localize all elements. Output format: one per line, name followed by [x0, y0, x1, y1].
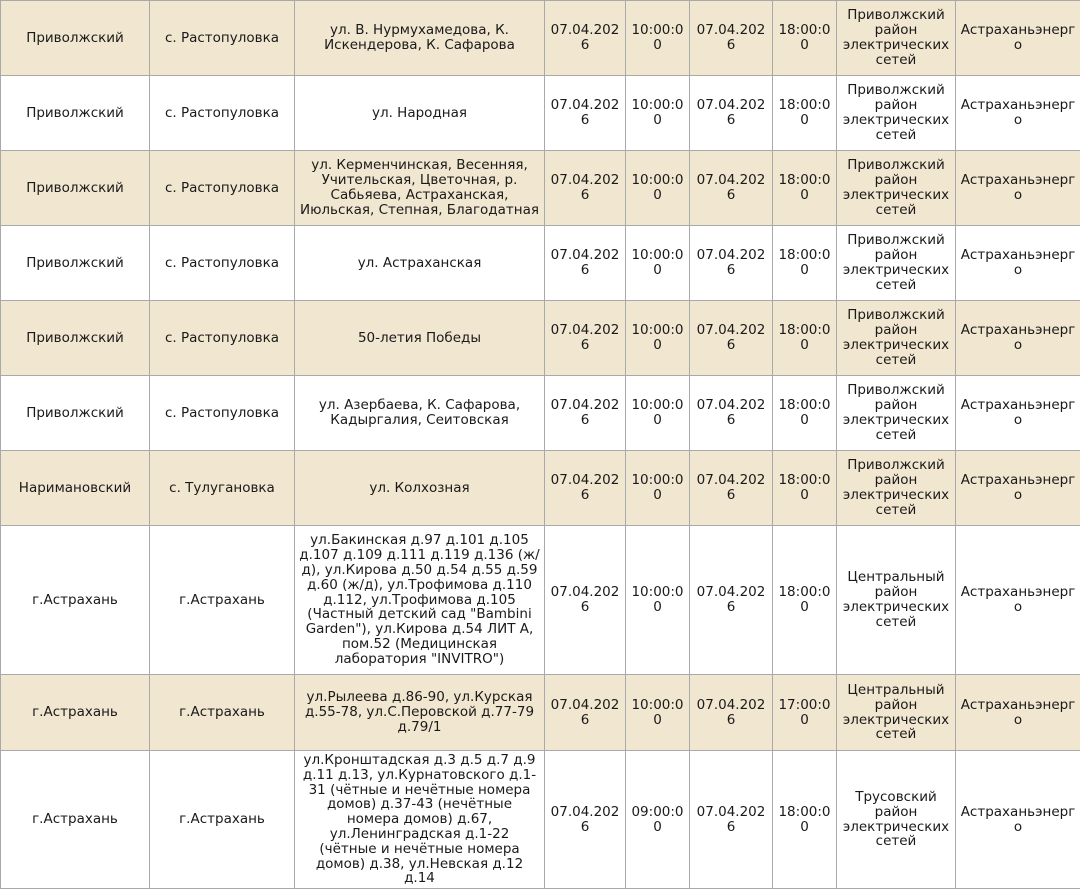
district-cell: Приволжский [1, 76, 150, 151]
start-time-cell: 09:00:00 [626, 751, 690, 889]
district-cell: Приволжский [1, 376, 150, 451]
network-cell: Приволжский район электрических сетей [837, 151, 956, 226]
district-cell: Приволжский [1, 1, 150, 76]
end-date-cell: 07.04.2026 [690, 76, 773, 151]
table-row [1, 76, 1080, 151]
table-row [1, 675, 1080, 751]
company-cell: Астраханьэнерго [956, 675, 1080, 751]
start-time-cell: 10:00:00 [626, 226, 690, 301]
company-cell: Астраханьэнерго [956, 376, 1080, 451]
locality-cell: г.Астрахань [150, 751, 295, 889]
table-row [1, 376, 1080, 451]
network-cell: Приволжский район электрических сетей [837, 451, 956, 526]
end-time-cell: 18:00:00 [773, 1, 837, 76]
locality-cell: г.Астрахань [150, 526, 295, 675]
locality-cell: г.Астрахань [150, 675, 295, 751]
start-time-cell: 10:00:00 [626, 451, 690, 526]
start-date-cell: 07.04.2026 [545, 451, 626, 526]
company-cell: Астраханьэнерго [956, 226, 1080, 301]
end-time-cell: 18:00:00 [773, 226, 837, 301]
start-date-cell: 07.04.2026 [545, 1, 626, 76]
end-date-cell: 07.04.2026 [690, 226, 773, 301]
district-cell: Приволжский [1, 151, 150, 226]
locality-cell: с. Растопуловка [150, 76, 295, 151]
table-row [1, 526, 1080, 675]
start-date-cell: 07.04.2026 [545, 751, 626, 889]
start-time-cell: 10:00:00 [626, 675, 690, 751]
locality-cell: с. Растопуловка [150, 226, 295, 301]
start-time-cell: 10:00:00 [626, 301, 690, 376]
end-date-cell: 07.04.2026 [690, 526, 773, 675]
start-time-cell: 10:00:00 [626, 151, 690, 226]
network-cell: Центральный район электрических сетей [837, 675, 956, 751]
end-date-cell: 07.04.2026 [690, 451, 773, 526]
end-date-cell: 07.04.2026 [690, 151, 773, 226]
table-row [1, 751, 1080, 889]
end-time-cell: 18:00:00 [773, 751, 837, 889]
end-time-cell: 18:00:00 [773, 76, 837, 151]
streets-cell: 50-летия Победы [295, 301, 545, 376]
end-time-cell: 18:00:00 [773, 526, 837, 675]
end-time-cell: 17:00:00 [773, 675, 837, 751]
network-cell: Приволжский район электрических сетей [837, 376, 956, 451]
company-cell: Астраханьэнерго [956, 1, 1080, 76]
table-row [1, 151, 1080, 226]
end-date-cell: 07.04.2026 [690, 301, 773, 376]
streets-cell: ул. Народная [295, 76, 545, 151]
start-time-cell: 10:00:00 [626, 376, 690, 451]
streets-cell: ул.Бакинская д.97 д.101 д.105 д.107 д.109 д.111 д.119 д.136 (ж/д), ул.Кирова д.50 д.54 д.55 д.59 д.60 (ж/д), ул.Трофимова д.110 д.112, ул.Трофимова д.105 (Частный детский сад "Bambini Garden"), ул.Кирова д.54 ЛИТ А, пом.52 (Медицинская лаборатория "INVITRO") [295, 526, 545, 675]
district-cell: г.Астрахань [1, 751, 150, 889]
streets-cell: ул. Азербаева, К. Сафарова, Кадыргалия, Сеитовская [295, 376, 545, 451]
locality-cell: с. Растопуловка [150, 151, 295, 226]
start-date-cell: 07.04.2026 [545, 76, 626, 151]
streets-cell: ул.Рылеева д.86-90, ул.Курская д.55-78, ул.С.Перовской д.77-79 д.79/1 [295, 675, 545, 751]
locality-cell: с. Растопуловка [150, 301, 295, 376]
end-date-cell: 07.04.2026 [690, 751, 773, 889]
locality-cell: с. Растопуловка [150, 376, 295, 451]
start-date-cell: 07.04.2026 [545, 151, 626, 226]
end-date-cell: 07.04.2026 [690, 376, 773, 451]
network-cell: Приволжский район электрических сетей [837, 226, 956, 301]
network-cell: Приволжский район электрических сетей [837, 301, 956, 376]
company-cell: Астраханьэнерго [956, 151, 1080, 226]
table-row [1, 301, 1080, 376]
district-cell: Приволжский [1, 226, 150, 301]
locality-cell: с. Тулугановка [150, 451, 295, 526]
table-row [1, 226, 1080, 301]
district-cell: г.Астрахань [1, 675, 150, 751]
locality-cell: с. Растопуловка [150, 1, 295, 76]
start-date-cell: 07.04.2026 [545, 675, 626, 751]
start-date-cell: 07.04.2026 [545, 301, 626, 376]
start-date-cell: 07.04.2026 [545, 526, 626, 675]
table-row [1, 1, 1080, 76]
start-time-cell: 10:00:00 [626, 1, 690, 76]
streets-cell: ул. В. Нурмухамедова, К. Искендерова, К. Сафарова [295, 1, 545, 76]
district-cell: г.Астрахань [1, 526, 150, 675]
district-cell: Приволжский [1, 301, 150, 376]
company-cell: Астраханьэнерго [956, 76, 1080, 151]
company-cell: Астраханьэнерго [956, 451, 1080, 526]
streets-cell: ул.Кронштадская д.3 д.5 д.7 д.9 д.11 д.13, ул.Курнатовского д.1-31 (чётные и нечётные номера домов) д.37-43 (нечётные номера домов) д.67, ул.Ленинградская д.1-22 (чётные и нечётные номера домов) д.38, ул.Невская д.12 д.14 [295, 751, 545, 889]
company-cell: Астраханьэнерго [956, 526, 1080, 675]
network-cell: Приволжский район электрических сетей [837, 76, 956, 151]
district-cell: Наримановский [1, 451, 150, 526]
end-time-cell: 18:00:00 [773, 451, 837, 526]
network-cell: Центральный район электрических сетей [837, 526, 956, 675]
end-date-cell: 07.04.2026 [690, 675, 773, 751]
streets-cell: ул. Астраханская [295, 226, 545, 301]
end-time-cell: 18:00:00 [773, 151, 837, 226]
network-cell: Приволжский район электрических сетей [837, 1, 956, 76]
end-time-cell: 18:00:00 [773, 376, 837, 451]
end-date-cell: 07.04.2026 [690, 1, 773, 76]
streets-cell: ул. Керменчинская, Весенняя, Учительская, Цветочная, р. Сабьяева, Астраханская, Июльская, Степная, Благодатная [295, 151, 545, 226]
table-row [1, 451, 1080, 526]
start-date-cell: 07.04.2026 [545, 226, 626, 301]
network-cell: Трусовский район электрических сетей [837, 751, 956, 889]
end-time-cell: 18:00:00 [773, 301, 837, 376]
company-cell: Астраханьэнерго [956, 751, 1080, 889]
streets-cell: ул. Колхозная [295, 451, 545, 526]
start-date-cell: 07.04.2026 [545, 376, 626, 451]
start-time-cell: 10:00:00 [626, 76, 690, 151]
company-cell: Астраханьэнерго [956, 301, 1080, 376]
start-time-cell: 10:00:00 [626, 526, 690, 675]
